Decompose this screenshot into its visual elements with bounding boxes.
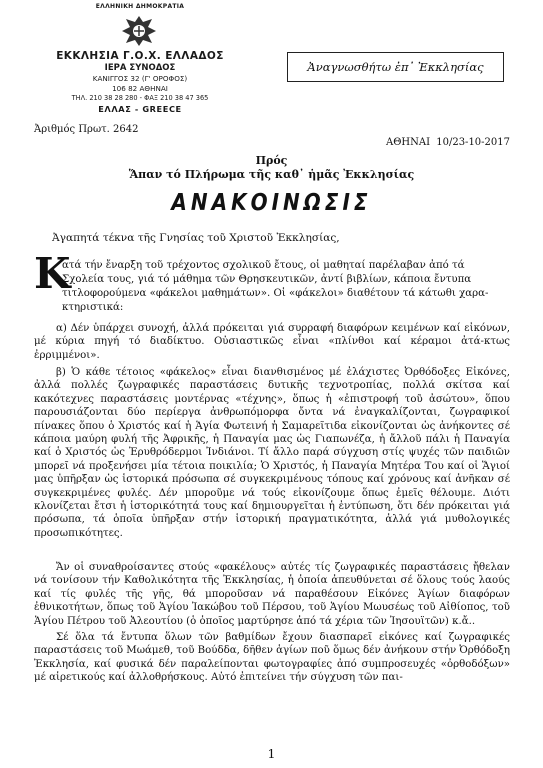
intro-line-3: τιτλοφορούμενα «φάκελοι μαθημάτων». Οἱ «φάκελοι» διαθέτουν τά κάτωθι χαρα- [62,288,489,299]
church-name: ΕΚΚΛΗΣΙΑ Γ.Ο.Χ. ΕΛΛΑΔΟΣ [56,50,224,62]
read-in-church-notice: Ἀναγνωσθήτω ἐπ᾽ Ἐκκλησίας [287,52,504,82]
document-date: ΑΘΗΝΑΙ 10/23-10-2017 [386,137,510,148]
intro-line-1: ατά τήν ἔναρξη τοῦ τρέχοντος σχολικοῦ ἔτους, οἱ μαθηταί παρέλαβαν ἀπό τά [62,260,465,271]
synod-name: ΙΕΡΑ ΣΥΝΟΔΟΣ [104,63,176,73]
address-city: 106 82 ΑΘΗΝΑΙ [112,84,168,93]
salutation: Ἀγαπητά τέκνα τῆς Γνησίας τοῦ Χριστοῦ Ἐκκλησίας, [52,232,340,244]
paragraph-b: β) Ὁ κάθε τέτοιος «φάκελος» εἶναι διανθισμένος μέ ἐλάχιστες Ὀρθόδοξες Εἰκόνες, ἀλλά πολλές ζωγραφικές παραστάσεις δυτικῆς τεχνοτροπίας, πολλά σκίτσα καί κακότεχνες παραστάσεις μοντέρνας «τέχνης», ὅπως ἡ «ἐπιστροφή τοῦ ἀσώτου», ὅπου παρουσιάζονται δύο περίεργα ἀνθρωπόμορφα ὄντα νά ἐναγκαλίζονται, ζωγραφικοί πίνακες ὅπου ὁ Χριστός καί ἡ Ἁγία Φωτεινή ἡ Σαμαρεῖτιδα εἰκονίζονται ὡς ἀνήκοντες σέ κάποια μαύρη φυλή τῆς Ἀφρικῆς, ἡ Παναγία μας ὡς Γιαπωνέζα, ἡ ἄλλοῦ πάλι ἡ Παναγία καί ὁ Χριστός ὡς Ἐρυθρόδερμοι Ἰνδιάνοι. Τί ἄλλο παρά σύγχυση στίς ψυχές τῶν παιδιῶν μπορεῖ νά προξενήσει μία τέτοια ποικιλία; Ὁ Χριστός, ἡ Παναγία Μητέρα Του καί οἱ Ἅγιοί μας ὑπῆρξαν ὡς ἱστορικά πρόσωπα σέ συγκεκριμένους τόπους καί χρόνους καί ἀνῆκαν σέ συγκεκριμένες φυλές. Δέν μποροῦμε νά τούς εἰκονίζουμε ὅπως ἐμεῖς θέλουμε. Διότι κλονίζεται ἔτσι ἡ ἱστορικότητά τους καί δημιουργεῖται ἡ ἐντύπωση, ὅτι δέν πρόκειται γιά πρόσωπα, τά ὁποῖα ὑπῆρξαν στήν ἱστορική πραγματικότητα, ἀλλά γιά μυθολογικές προσωπικότητες. [34,367,510,539]
paragraph-c: Ἄν οἱ συναθροίσαντες στούς «φακέλους» αὐτές τίς ζωγραφικές παραστάσεις ἤθελαν νά τονίσουν τήν Καθολικότητα τῆς Ἐκκλησίας, ἡ ὁποία ἀπευθύνεται σέ ὅλους τούς λαούς καί τίς φυλές τῆς γῆς, θά μποροῦσαν νά παραθέσουν Εἰκόνες Ἁγίων διαφόρων ἐθνικοτήτων, ὅπως τοῦ Ἁγίου Ἰακώβου τοῦ Πέρσου, τοῦ Ἁγίου Μωυσέως τοῦ Αἰθίοπος, τοῦ Ἁγίου Πέτρου τοῦ Ἀλεουτίου (ὁ ὁποῖος μαρτύρησε ἀπό τά χέρια τῶν Ἰησουϊτῶν) κ.ἄ.. [34,562,510,627]
announcement-title: ΑΝΑΚΟΙΝΩΣΙΣ [171,188,372,216]
country: ΕΛΛΑΣ - GREECE [98,104,182,114]
phone-fax: ΤΗΛ. 210 38 28 280 - ΦΑΞ 210 38 47 365 [71,94,209,102]
recipient-to: Πρός [255,154,288,167]
paragraph-d: Σέ ὅλα τά ἔντυπα ὅλων τῶν βαθμίδων ἔχουν διασπαρεῖ εἰκόνες καί ζωγραφικές παραστάσεις τοῦ Μωάμεθ, τοῦ Βούδδα, δῆθεν ἁγίων ποῦ ὅμως δέν ἀνήκουν στήν Ὀρθόδοξη Ἐκκλησία, καί φυσικά δέν παραλείπονται φωτογραφίες ἀπό συμπροσευχές «ὀρθοδόξων» μέ αἱρετικούς καί ἀλλοθρήσκους. Αὐτό ἐπιτείνει τήν σύγχυση τῶν παι- [34,632,510,684]
address-street: ΚΑΝΙΓΓΟΣ 32 (Γ' ΟΡΟΦΟΣ) [92,74,188,83]
paragraph-a: α) Δέν ὑπάρχει συνοχή, ἀλλά πρόκειται γιά συρραφή διαφόρων κειμένων καί εἰκόνων, μέ κύρια πηγή τό διαδίκτυο. Οὐσιαστικῶς εἶναι «πλίνθοι καί κέραμοι ἀτά-κτως ἐρριμμένοι». [34,323,510,361]
drop-cap: Κ [34,249,71,298]
church-seal-icon [119,13,159,49]
recipient: Ἅπαν τό Πλήρωμα τῆς καθ᾽ ἡμᾶς Ἐκκλησίας [128,168,415,181]
intro-line-4: κτηριστικά: [62,302,124,313]
page-number: 1 [267,746,276,761]
republic-label: ΕΛΛΗΝΙΚΗ ΔΗΜΟΚΡΑΤΙΑ [95,3,185,10]
protocol-number: Ἀριθμός Πρωτ. 2642 [34,124,139,135]
intro-line-2: Σχολεία τους, γιά τό μάθημα τῶν Θρησκευτικῶν, ἀντί βιβλίων, κάποια ἔντυπα [62,274,472,285]
